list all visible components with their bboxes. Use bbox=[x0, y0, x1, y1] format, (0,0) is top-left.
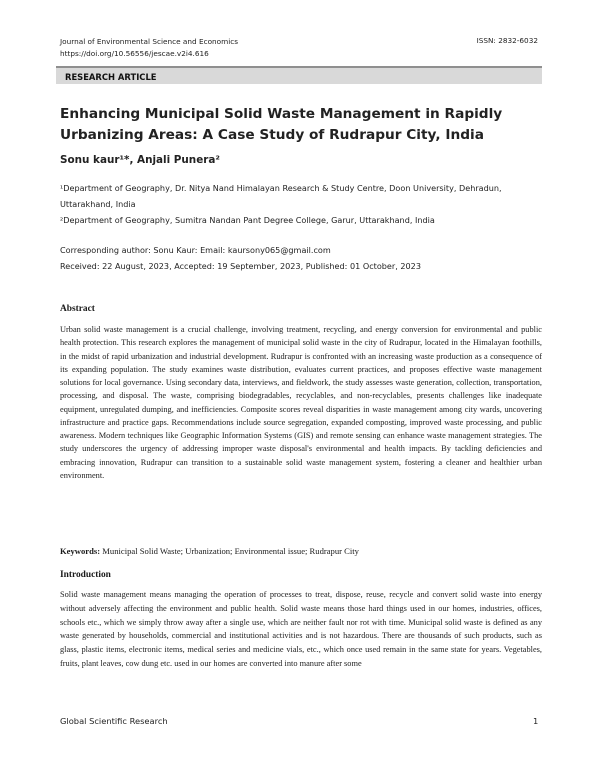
banner-rule bbox=[56, 66, 542, 68]
article-type-banner bbox=[56, 64, 542, 85]
introduction-text: Solid waste management means managing the operation of processes to treat, dispose, reuse, recycle and convert solid waste into energy without adversely affecting the environment and public health. Solid waste means those hard things used in our homes, industries, offices, schools etc., which we simply throw away after a single use, which are neither fault nor rot with time. Municipal solid waste is defined as any waste generated by households, commercial and institutional activities and is not hazardous. There are thousands of such products, such as glass, plastic items, electronic items, medical series and medicine vials, etc., which once used remain in the same state for years. Vegetables, fruits, plant leaves, cow dung etc. used in our homes are converted into manure after some bbox=[60, 590, 542, 668]
abstract-text: Urban solid waste management is a crucial challenge, involving treatment, recycling, and energy conversion for environmental and public health protection. This research explores the management of municipal solid waste in the city of Rudrapur, located in the Himalayan foothills, in the midst of rapid urbanization and industrial development. Rudrapur is confronted with an increasing waste production as a consequence of its expanding population. The study examines waste distribution, evaluates current practices, and proposes effective waste management solutions for local governance. Using secondary data, interviews, and fieldwork, the study assesses waste generation, collection, transportation, processing, and disposal. The waste, comprising biodegradables, recyclables, and non-recyclables, presents challenges like inadequate equipment, unregulated dumping, and inefficiencies. Composite scores reveal disparities in waste management among city wards, uncovering infrastructure and practice gaps. Recommendations include source segregation, expanded composting, improved waste processing, and public awareness. Modern techniques like Geographic Information Systems (GIS) and remote sensing can enhance waste management strategies. The study underscores the urgency of addressing improper waste disposal's environmental and health impacts. By tackling deficiencies and embracing innovation, Rudrapur can transition to a sustainable solid waste management system, fostering a cleaner and healthier urban environment. bbox=[60, 325, 542, 480]
page-number: 1 bbox=[533, 716, 539, 726]
journal-header bbox=[60, 36, 238, 59]
paper-title: Enhancing Municipal Solid Waste Management in Rapidly Urbanizing Areas: A Case Study of Rudrapur City, India bbox=[60, 106, 503, 143]
abstract-heading: Abstract bbox=[60, 304, 95, 314]
journal-name: Journal of Environmental Science and Economics bbox=[60, 37, 239, 46]
affiliation-2: ²Department of Geography, Sumitra Nandan Pant Degree College, Garur, Uttarakhand, India bbox=[60, 215, 435, 225]
keywords-text: Municipal Solid Waste; Urbanization; Environmental issue; Rudrapur City bbox=[102, 546, 359, 556]
article-type-label: RESEARCH ARTICLE bbox=[65, 72, 157, 82]
affiliation-1: ¹Department of Geography, Dr. Nitya Nand Himalayan Research & Study Centre, Doon University, Dehradun, Uttarakhand, India bbox=[60, 183, 502, 209]
corresponding-author: Corresponding author: Sonu Kaur: Email: kaursony065@gmail.com bbox=[60, 245, 331, 255]
footer-publisher: Global Scientific Research bbox=[60, 716, 168, 726]
doi-link[interactable]: https://doi.org/10.56556/jescae.v2i4.616 bbox=[60, 48, 209, 58]
keywords-label: Keywords: bbox=[60, 546, 101, 556]
keywords-line bbox=[60, 546, 359, 556]
article-dates: Received: 22 August, 2023, Accepted: 19 September, 2023, Published: 01 October, 2023 bbox=[60, 261, 421, 271]
introduction-heading: Introduction bbox=[60, 570, 111, 580]
issn: ISSN: 2832-6032 bbox=[476, 36, 538, 45]
correspondence-block bbox=[60, 242, 421, 274]
author-list: Sonu kaur¹*, Anjali Punera² bbox=[60, 154, 220, 166]
